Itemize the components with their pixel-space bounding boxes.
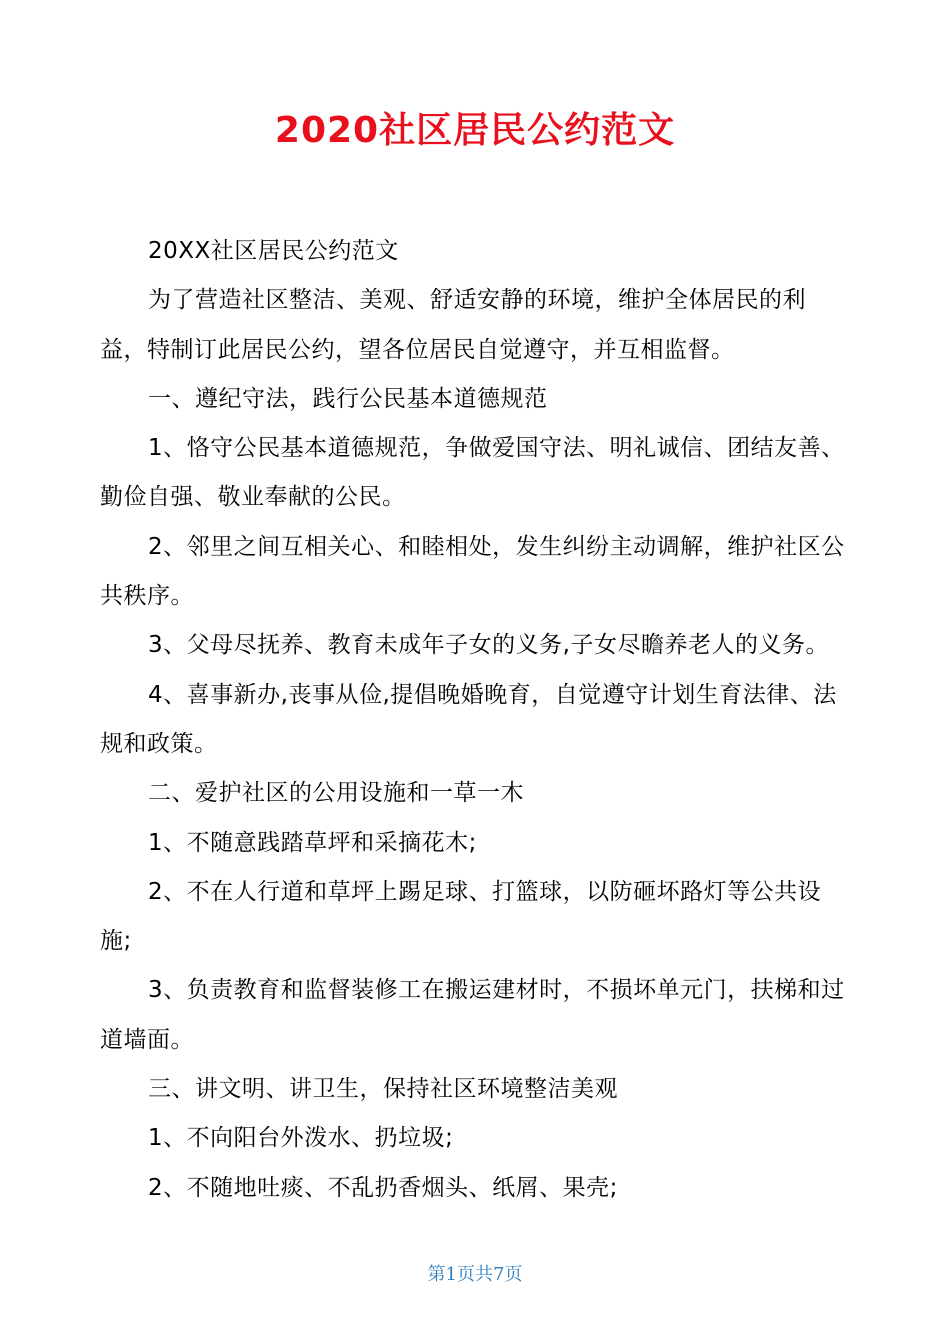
- section-heading-2: 二、爱护社区的公用设施和一草一木: [148, 780, 524, 807]
- section-1-item-1: 1、恪守公民基本道德规范，争做爱国守法、明礼诚信、团结友善、勤俭自强、敬业奉献的公民。: [100, 435, 845, 511]
- document-body: [100, 227, 852, 1213]
- section-3-item-2: 2、不随地吐痰、不乱扔香烟头、纸屑、果壳;: [148, 1174, 618, 1201]
- section-2-item-2: 2、不在人行道和草坪上踢足球、打篮球，以防砸坏路灯等公共设施;: [100, 878, 822, 955]
- page-indicator: 第1页共7页: [427, 1264, 523, 1285]
- paragraph-subtitle: 20XX社区居民公约范文: [148, 238, 399, 264]
- paragraph-intro: 为了营造社区整洁、美观、舒适安静的环境，维护全体居民的利益，特制订此居民公约，望各位居民自觉遵守，并互相监督。: [100, 287, 806, 363]
- section-heading-1: 一、遵纪守法，践行公民基本道德规范: [148, 385, 548, 412]
- section-1-item-3: 3、父母尽抚养、教育未成年子女的义务,子女尽瞻养老人的义务。: [148, 632, 829, 659]
- section-2-item-1: 1、不随意践踏草坪和采摘花木;: [148, 829, 477, 856]
- section-heading-3: 三、讲文明、讲卫生，保持社区环境整洁美观: [148, 1076, 618, 1103]
- section-3-item-1: 1、不向阳台外泼水、扔垃圾;: [148, 1125, 454, 1152]
- section-1-item-4: 4、喜事新办,丧事从俭,提倡晚婚晚育，自觉遵守计划生育法律、法规和政策。: [100, 681, 837, 757]
- section-2-item-3: 3、负责教育和监督装修工在搬运建材时，不损坏单元门，扶梯和过道墙面。: [100, 977, 845, 1053]
- document-title: 2020社区居民公约范文: [274, 110, 676, 151]
- section-1-item-2: 2、邻里之间互相关心、和睦相处，发生纠纷主动调解，维护社区公共秩序。: [100, 533, 845, 610]
